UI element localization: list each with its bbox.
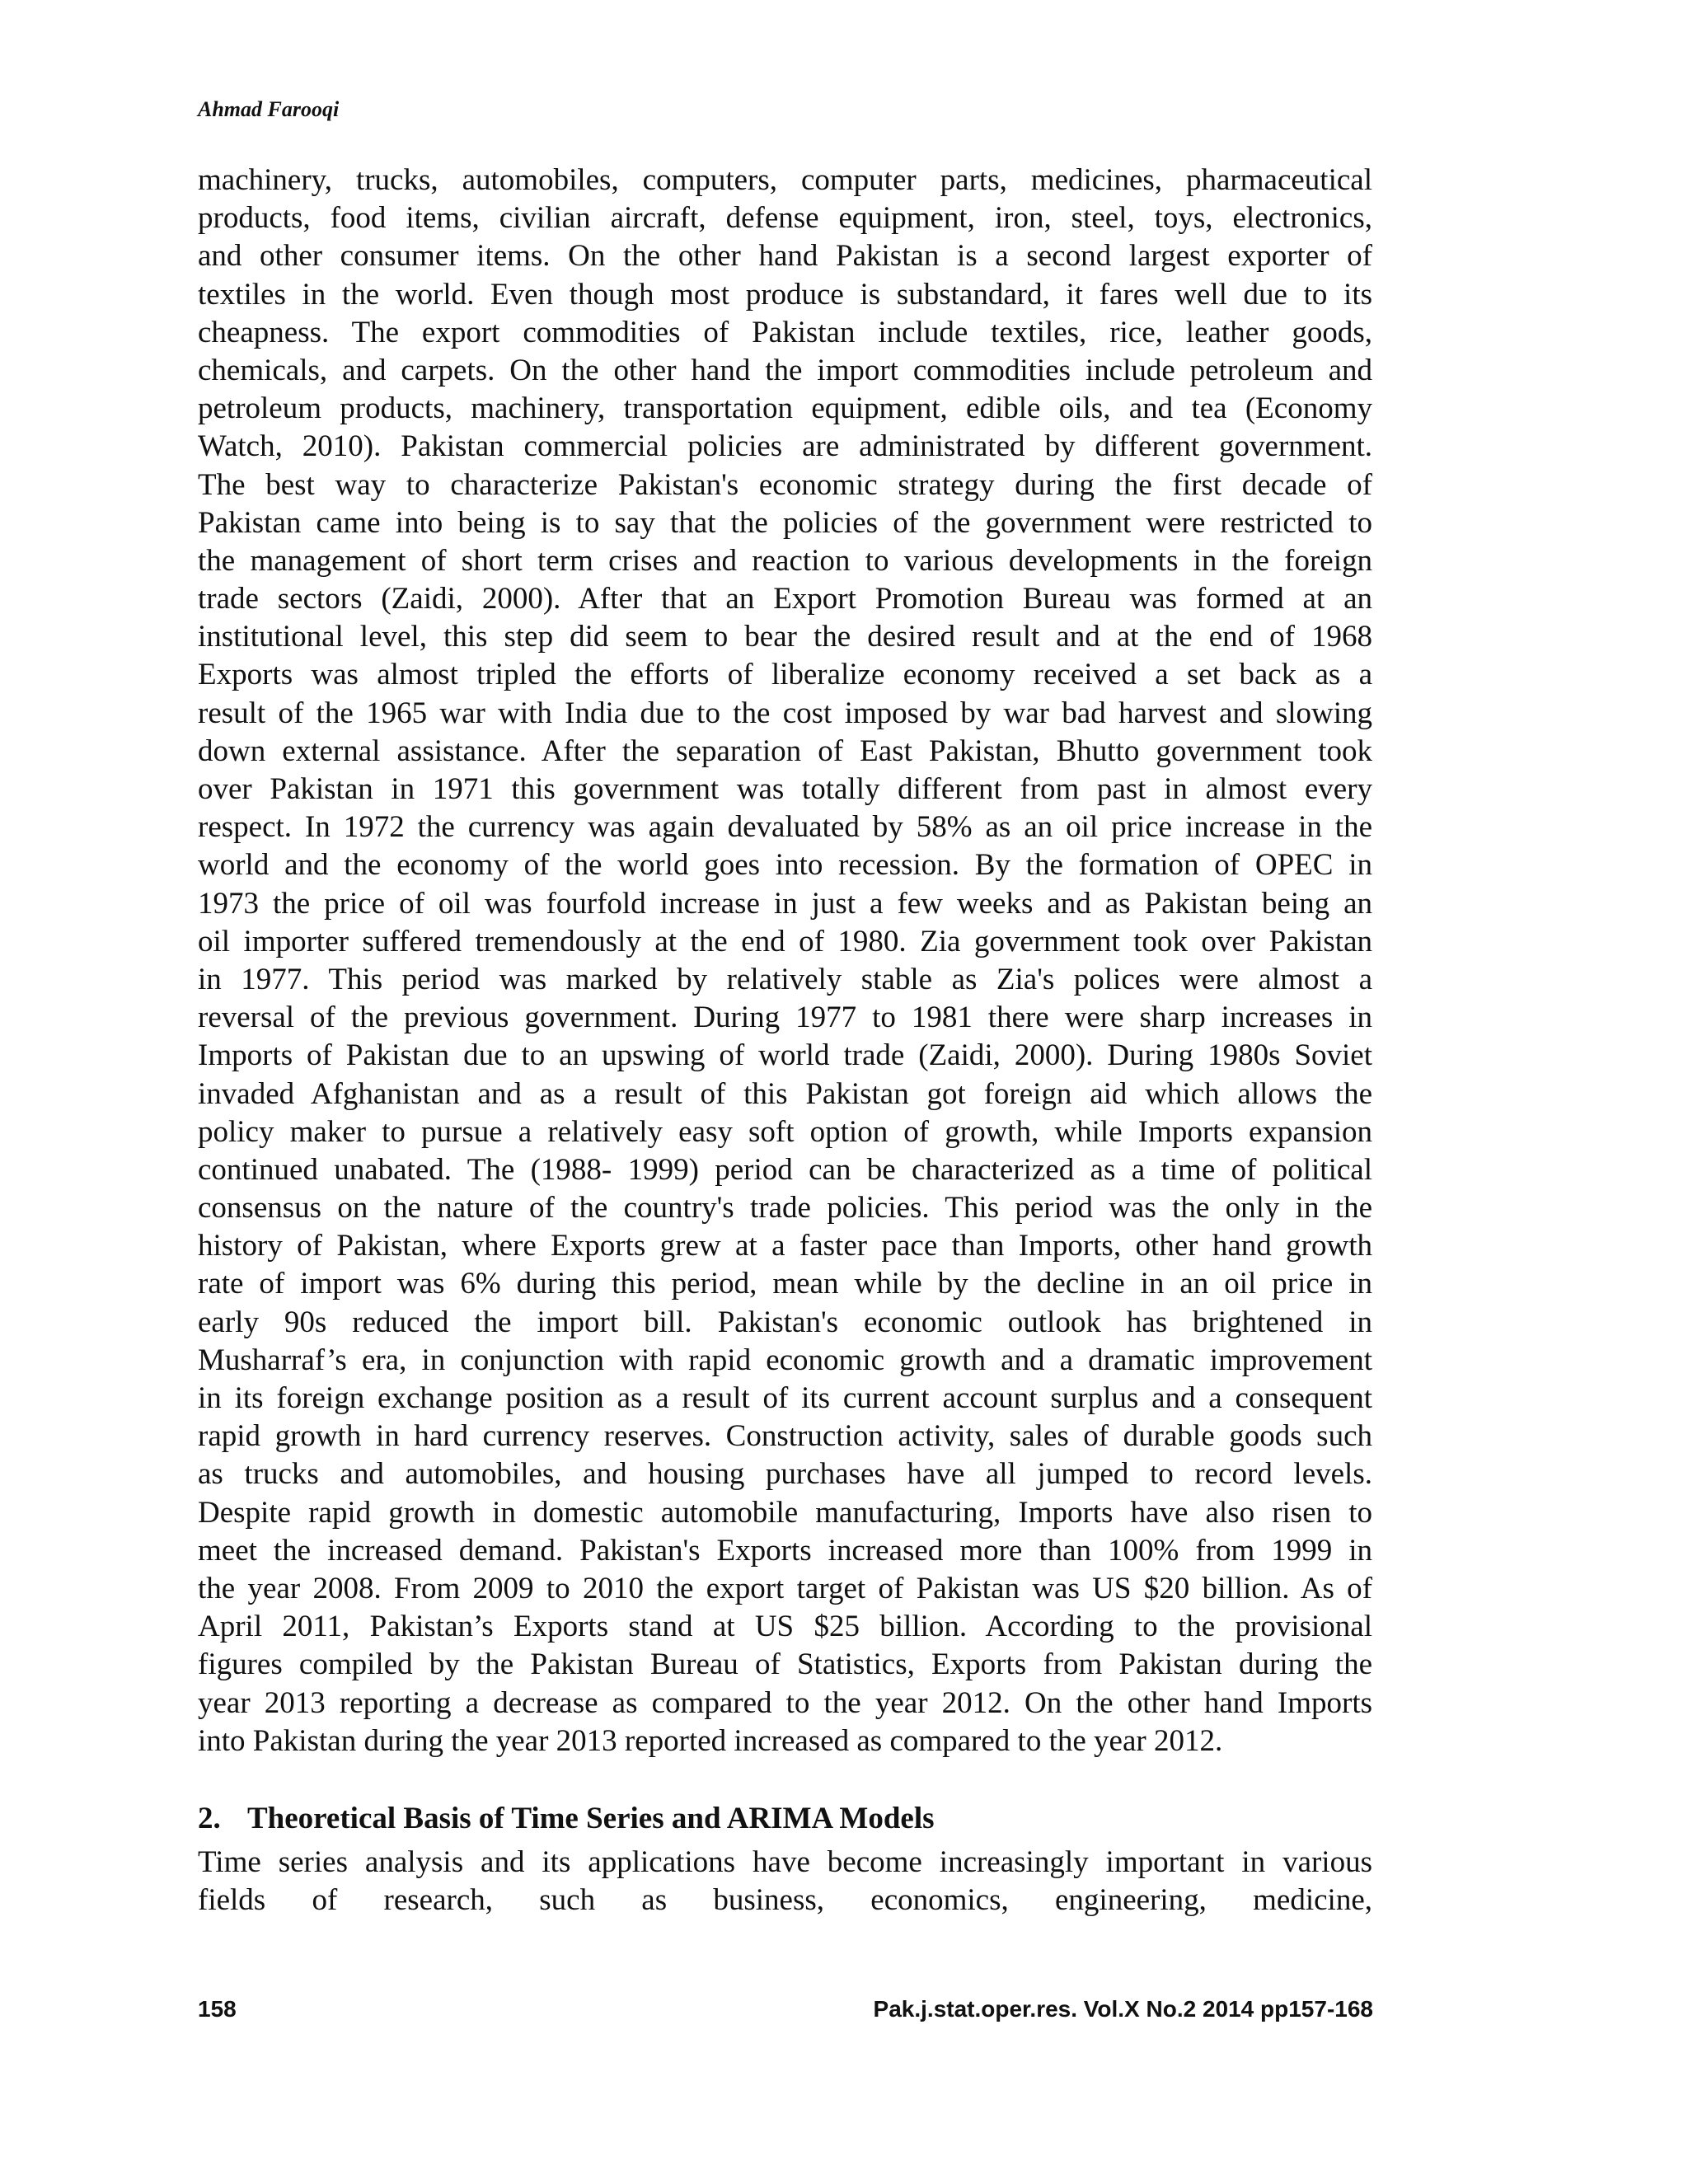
text-line: consensus on the nature of the country's trade policies. This period was the only in the xyxy=(198,1191,1372,1226)
text-line: early 90s reduced the import bill. Pakistan's economic outlook has brightened in xyxy=(198,1305,1372,1339)
text-line: and other consumer items. On the other hand Pakistan is a second largest exporter of xyxy=(198,239,1372,274)
journal-citation: Pak.j.stat.oper.res. Vol.X No.2 2014 pp157-168 xyxy=(873,1996,1373,2022)
text-line: rapid growth in hard currency reserves. Construction activity, sales of durable goods such xyxy=(198,1419,1372,1454)
text-line: rate of import was 6% during this period, mean while by the decline in an oil price in xyxy=(198,1267,1372,1301)
text-line: meet the increased demand. Pakistan's Exports increased more than 100% from 1999 in xyxy=(198,1533,1372,1568)
text-line: year 2013 reporting a decrease as compared to the year 2012. On the other hand Imports xyxy=(198,1685,1372,1720)
text-line: Watch, 2010). Pakistan commercial policies are administrated by different government. xyxy=(198,429,1372,464)
text-line: down external assistance. After the separation of East Pakistan, Bhutto government took xyxy=(198,733,1372,768)
text-line: into Pakistan during the year 2013 reported increased as compared to the year 2012. xyxy=(198,1723,1223,1758)
text-line: Imports of Pakistan due to an upswing of world trade (Zaidi, 2000). During 1980s Soviet xyxy=(198,1038,1372,1073)
text-line: Exports was almost tripled the efforts of liberalize economy received a set back as a xyxy=(198,658,1372,692)
text-line: fields of research, such as business, economics, engineering, medicine, xyxy=(198,1883,1372,1918)
text-line: reversal of the previous government. During 1977 to 1981 there were sharp increases in xyxy=(198,1001,1372,1035)
text-line: cheapness. The export commodities of Pakistan include textiles, rice, leather goods, xyxy=(198,315,1372,349)
text-line: the management of short term crises and reaction to various developments in the foreign xyxy=(198,543,1372,578)
text-line: policy maker to pursue a relatively easy soft option of growth, while Imports expansion xyxy=(198,1114,1372,1149)
running-head-author: Ahmad Farooqi xyxy=(198,97,340,121)
text-line: history of Pakistan, where Exports grew at a faster pace than Imports, other hand growth xyxy=(198,1229,1372,1263)
text-line: in its foreign exchange position as a result of its current account surplus and a consequent xyxy=(198,1381,1372,1415)
text-line: 1973 the price of oil was fourfold increase in just a few weeks and as Pakistan being an xyxy=(198,886,1372,921)
text-line: respect. In 1972 the currency was again devaluated by 58% as an oil price increase in the xyxy=(198,810,1372,845)
text-line: products, food items, civilian aircraft, defense equipment, iron, steel, toys, electronics, xyxy=(198,201,1372,236)
text-line: invaded Afghanistan and as a result of this Pakistan got foreign aid which allows the xyxy=(198,1076,1372,1111)
text-line: world and the economy of the world goes into recession. By the formation of OPEC in xyxy=(198,848,1372,883)
text-line: chemicals, and carpets. On the other hand the import commodities include petroleum and xyxy=(198,353,1372,387)
text-line: Pakistan came into being is to say that the policies of the government were restricted to xyxy=(198,505,1372,540)
text-line: as trucks and automobiles, and housing purchases have all jumped to record levels. xyxy=(198,1457,1372,1492)
page-number: 158 xyxy=(198,1996,237,2022)
section-title: Theoretical Basis of Time Series and ARIMA Models xyxy=(247,1802,935,1835)
section-number: 2. xyxy=(198,1802,221,1835)
text-line: petroleum products, machinery, transportation equipment, edible oils, and tea (Economy xyxy=(198,391,1372,426)
text-line: figures compiled by the Pakistan Bureau of Statistics, Exports from Pakistan during the xyxy=(198,1647,1372,1682)
text-line: The best way to characterize Pakistan's economic strategy during the first decade of xyxy=(198,467,1372,502)
text-line: machinery, trucks, automobiles, computers, computer parts, medicines, pharmaceutical xyxy=(198,163,1372,197)
text-line: April 2011, Pakistan’s Exports stand at US $25 billion. According to the provisional xyxy=(198,1610,1372,1644)
text-line: Despite rapid growth in domestic automobile manufacturing, Imports have also risen to xyxy=(198,1495,1372,1530)
text-line: Time series analysis and its applications have become increasingly important in various xyxy=(198,1845,1372,1879)
text-line: textiles in the world. Even though most produce is substandard, it fares well due to its xyxy=(198,277,1372,312)
text-line: Musharraf’s era, in conjunction with rapid economic growth and a dramatic improvement xyxy=(198,1343,1372,1377)
text-line: continued unabated. The (1988- 1999) period can be characterized as a time of political xyxy=(198,1152,1372,1187)
text-line: result of the 1965 war with India due to the cost imposed by war bad harvest and slowing xyxy=(198,696,1372,730)
section-paragraph xyxy=(198,1844,1372,1919)
section-heading xyxy=(198,1801,935,1836)
text-line: in 1977. This period was marked by relatively stable as Zia's polices were almost a xyxy=(198,962,1372,996)
text-line: the year 2008. From 2009 to 2010 the export target of Pakistan was US $20 billion. As of xyxy=(198,1571,1372,1605)
text-line: over Pakistan in 1971 this government was totally different from past in almost every xyxy=(198,772,1372,806)
text-line: trade sectors (Zaidi, 2000). After that an Export Promotion Bureau was formed at an xyxy=(198,582,1372,616)
text-line: oil importer suffered tremendously at the end of 1980. Zia government took over Pakistan xyxy=(198,924,1372,958)
text-line: institutional level, this step did seem to bear the desired result and at the end of 1968 xyxy=(198,620,1372,654)
body-paragraph xyxy=(198,162,1372,1760)
